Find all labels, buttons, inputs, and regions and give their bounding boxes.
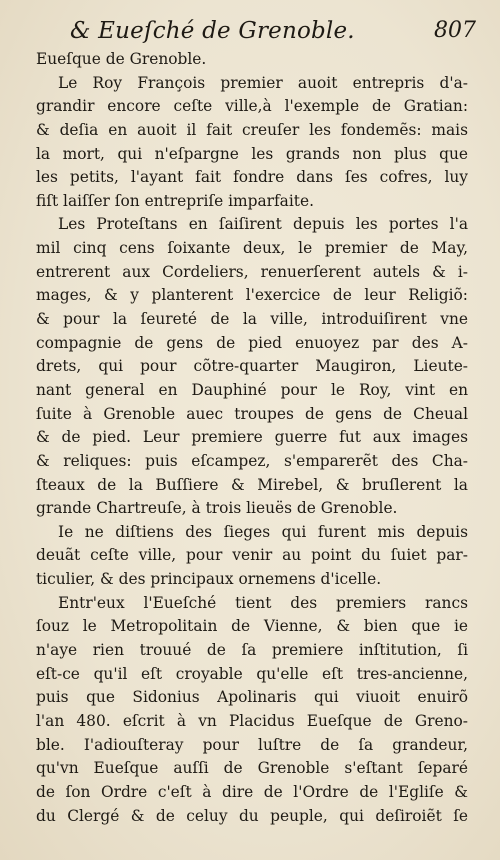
text-line: n'aye rien trouué de ſa premiere inſtitution, ſi: [36, 641, 468, 660]
text-line: drets, qui pour cõtre-quarter Maugiron, Lieute-: [36, 357, 468, 376]
text-line: Ie ne diſtiens des ſieges qui furent mis depuis: [58, 522, 468, 541]
text-line: mages, & y planterent l'exercice de leur Religiõ:: [36, 286, 468, 305]
page-number: 807: [434, 18, 476, 43]
text-line: grande Chartreuſe, à trois lieuës de Grenoble.: [36, 499, 398, 518]
text-line: ble. I'adiouſteray pour luſtre de ſa grandeur,: [36, 735, 468, 754]
text-line: les petits, l'ayant fait fondre dans ſes cofres, luy: [36, 168, 468, 187]
text-line: qu'vn Eueſque auſſi de Grenoble s'eſtant ſeparé: [36, 759, 468, 778]
text-line: ſteaux de la Buſſiere & Mirebel, & bruſlerent la: [36, 475, 468, 494]
text-line: mil cinq cens ſoixante deux, le premier de May,: [36, 239, 468, 258]
text-line: & reliques: puis eſcampez, s'emparerẽt des Cha-: [36, 451, 468, 470]
text-line: fiſt laiſſer ſon entrepriſe imparfaite.: [36, 191, 314, 210]
text-line: entrerent aux Cordeliers, renuerſerent autels & i-: [36, 262, 468, 281]
text-line: Le Roy François premier auoit entrepris d'a-: [58, 73, 468, 92]
text-line: du Clergé & de celuy du peuple, qui deſiroiẽt ſe: [36, 806, 468, 825]
text-line: Entr'eux l'Eueſché tient des premiers rancs: [58, 593, 468, 612]
running-head: & Eueſché de Grenoble.: [70, 18, 355, 44]
text-line: compagnie de gens de pied enuoyez par des A-: [36, 333, 468, 352]
text-line: ticulier, & des principaux ornemens d'icelle.: [36, 570, 382, 589]
text-line: Eueſque de Grenoble.: [36, 50, 207, 68]
body-text: [36, 48, 468, 828]
text-line: ſuite à Grenoble auec troupes de gens de Cheual: [36, 404, 468, 423]
text-line: eſt-ce qu'il eſt croyable qu'elle eſt tres-ancienne,: [36, 664, 468, 683]
text-line: puis que Sidonius Apolinaris qui viuoit enuirõ: [36, 688, 468, 707]
text-line: Les Proteſtans en ſaiſirent depuis les portes l'a: [58, 215, 468, 234]
text-line: deuãt ceſte ville, pour venir au point du ſuiet par-: [36, 546, 468, 565]
text-line: grandir encore ceſte ville,à l'exemple de Gratian:: [36, 97, 468, 116]
text-line: l'an 480. eſcrit à vn Placidus Eueſque de Greno-: [36, 711, 468, 730]
text-line: & deſia en auoit il fait creuſer les fondemẽs: mais: [36, 120, 468, 139]
text-line: ſouz le Metropolitain de Vienne, & bien que ie: [36, 617, 468, 636]
text-line: & pour la ſeureté de la ville, introduiſirent vne: [36, 310, 468, 329]
text-line: la mort, qui n'eſpargne les grands non plus que: [36, 144, 468, 163]
text-line: de ſon Ordre c'eſt à dire de l'Ordre de l'Egliſe &: [36, 782, 468, 801]
page-header: [42, 14, 482, 48]
text-line: & de pied. Leur premiere guerre fut aux images: [36, 428, 468, 447]
text-line: nant general en Dauphiné pour le Roy, vint en: [36, 380, 468, 399]
